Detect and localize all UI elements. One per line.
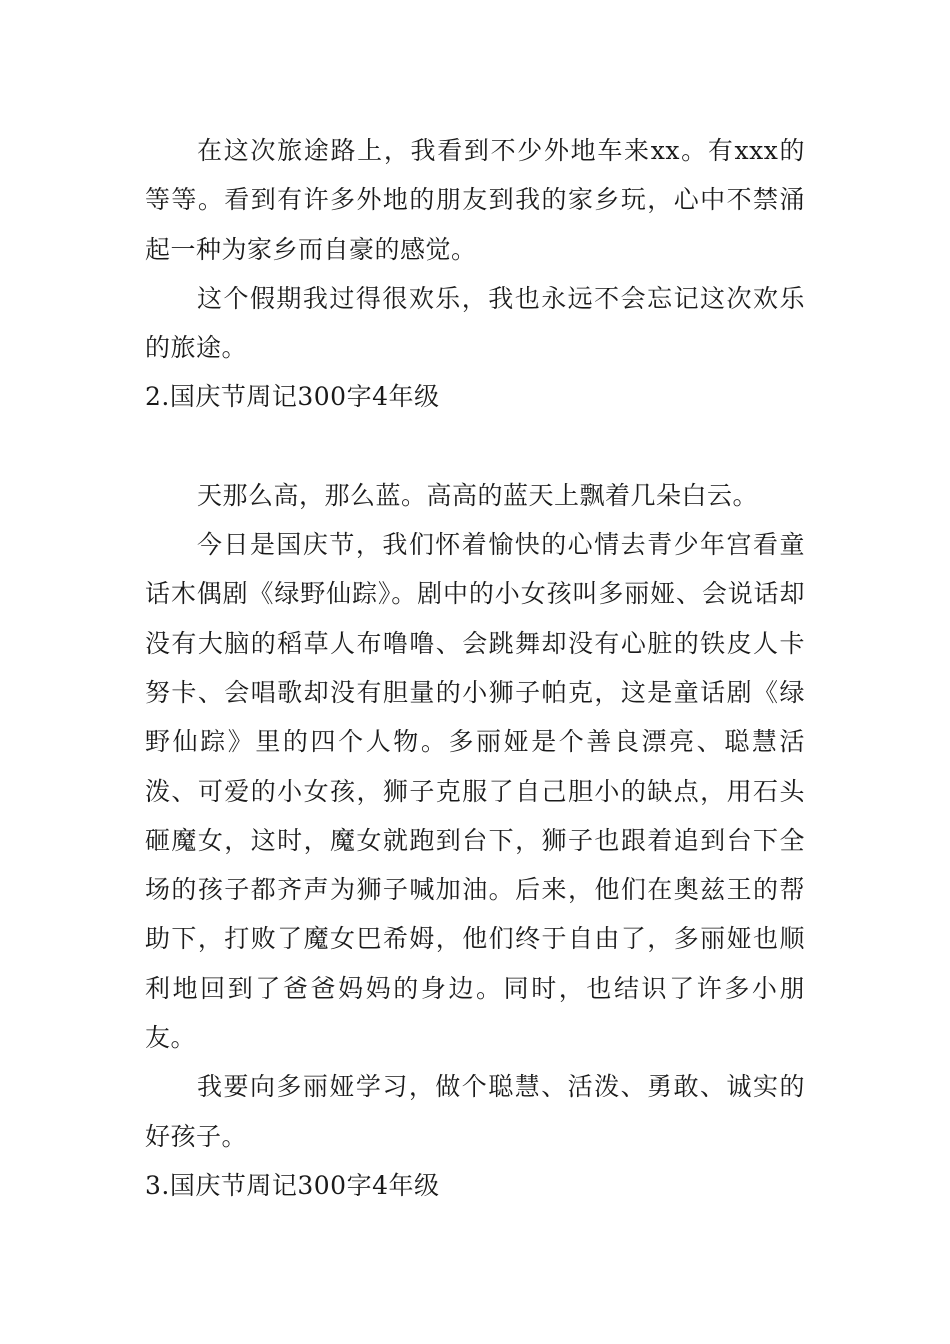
paragraph: 我要向多丽娅学习，做个聪慧、活泼、勇敢、诚实的好孩子。 [145,1072,805,1151]
section-heading: 3.国庆节周记300字4年级 [145,1170,440,1200]
paragraph: 在这次旅途路上，我看到不少外地车来xx。有xxx的等等。看到有许多外地的朋友到我的家乡玩，心中不禁涌起一种为家乡而自豪的感觉。 [145,136,805,264]
blank-line [145,422,805,471]
paragraph: 天那么高，那么蓝。高高的蓝天上飘着几朵白云。 [197,480,759,510]
section-heading: 2.国庆节周记300字4年级 [145,382,440,412]
paragraph: 这个假期我过得很欢乐，我也永远不会忘记这次欢乐的旅途。 [145,283,805,363]
paragraph: 今日是国庆节，我们怀着愉快的心情去青少年宫看童话木偶剧《绿野仙踪》。剧中的小女孩叫多丽娅、会说话却没有大脑的稻草人布噜噜、会跳舞却没有心脏的铁皮人卡努卡、会唱歌却没有胆量的小狮子帕克，这是童话剧《绿野仙踪》里的四个人物。多丽娅是个善良漂亮、聪慧活泼、可爱的小女孩，狮子克服了自己胆小的缺点，用石头砸魔女，这时，魔女就跑到台下，狮子也跟着追到台下全场的孩子都齐声为狮子喊加油。后来，他们在奥兹王的帮助下，打败了魔女巴希姆，他们终于自由了，多丽娅也顺利地回到了爸爸妈妈的身边。同时，也结识了许多小朋友。 [145,530,805,1053]
document-body [145,126,805,1210]
